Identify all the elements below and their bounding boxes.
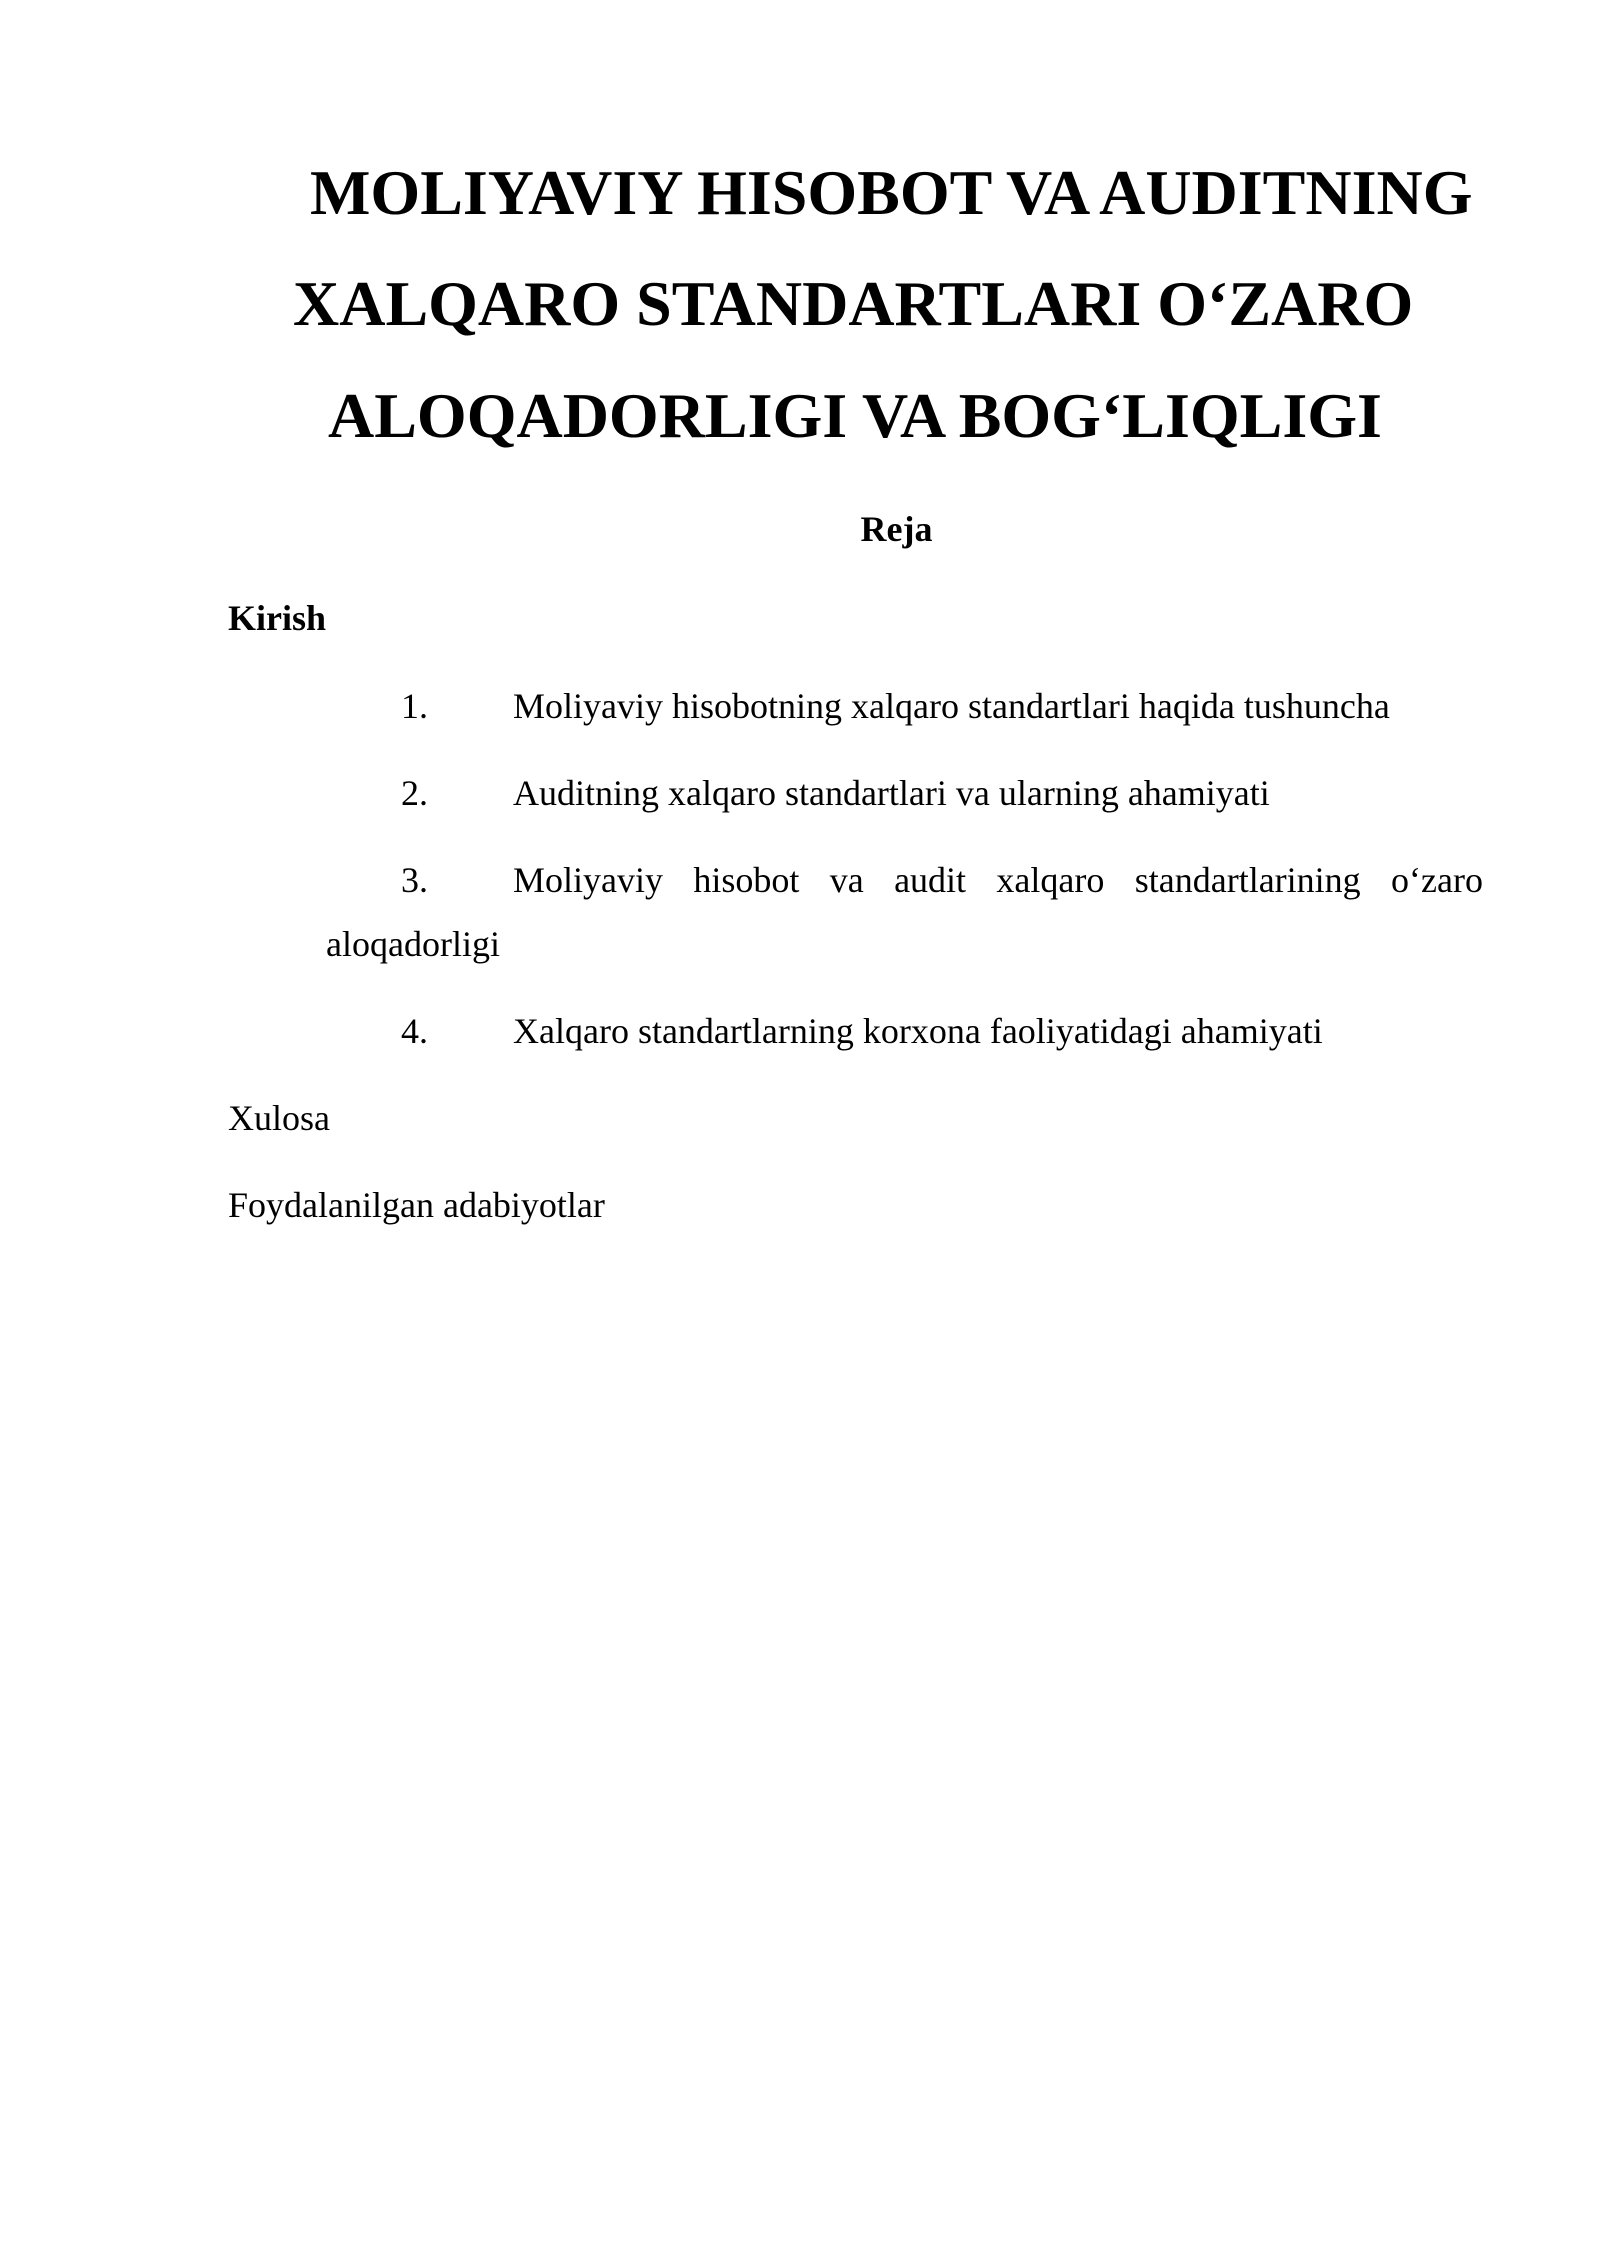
conclusion-entry: Xulosa [228,1098,330,1138]
plan-item-number-1: 1. [401,686,428,726]
plan-item-text-3 [513,862,1483,898]
plan-item-text-2: Auditning xalqaro standartlari va ularning ahamiyati [513,773,1270,813]
plan-item-number-2: 2. [401,773,428,813]
plan-item-number-4: 4. [401,1011,428,1051]
plan-item-3-word: o‘zaro [1391,860,1483,900]
plan-item-3-word: standartlarining [1134,860,1361,900]
plan-item-3-word: Moliyaviy [513,860,663,900]
intro-heading: Kirish [228,598,327,638]
document-title-line-2: XALQARO STANDARTLARI O‘ZARO [293,268,1414,339]
plan-item-text-4: Xalqaro standartlarning korxona faoliyatidagi ahamiyati [513,1011,1323,1051]
references-entry: Foydalanilgan adabiyotlar [228,1185,605,1225]
plan-item-text-1: Moliyaviy hisobotning xalqaro standartlari haqida tushuncha [513,686,1390,726]
plan-item-3-word: xalqaro [996,860,1105,900]
plan-item-3-word: hisobot [693,860,800,900]
plan-item-text-3-continuation: aloqadorligi [326,924,500,964]
plan-item-3-word: audit [894,860,967,900]
document-title-line-3: ALOQADORLIGI VA BOG‘LIQLIGI [328,380,1382,451]
plan-item-3-word: va [829,860,864,900]
plan-heading: Reja [860,509,933,549]
plan-item-number-3: 3. [401,860,428,900]
document-title-line-1: MOLIYAVIY HISOBOT VA AUDITNING [310,157,1473,228]
